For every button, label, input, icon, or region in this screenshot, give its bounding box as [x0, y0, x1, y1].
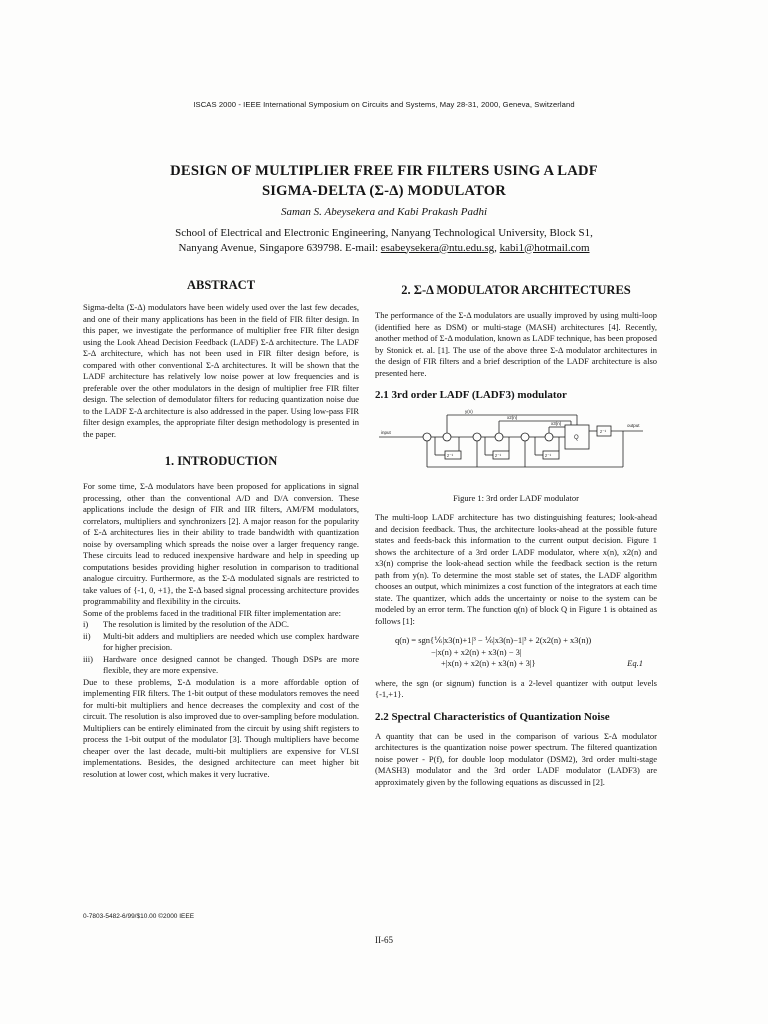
email-separator: ,	[494, 241, 500, 254]
equation-line-3-row	[395, 658, 657, 670]
equation-1	[375, 635, 657, 670]
equation-label: Eq.1	[627, 658, 643, 668]
list-item	[83, 619, 359, 631]
z-inverse-label: z⁻¹	[495, 453, 502, 458]
intro-paragraph-1: For some time, Σ-Δ modulators have been proposed for applications in signal processing, other than the conventional A/D and D/A conversion. These applications include the design of FIR and IIR filters, AM/FM modulators, correlators, multipliers and synchronizers [2]. A major reason for the popularity of Σ-Δ architectures lies in their ability to trade bandwidth with quantization noise by oversampling which spreads the noise over a larger frequency range. These circuits lead to reduced inexpensive hardware and help in speeding up computations besides providing higher resolution in comparison to traditional analogue circuitry. Furthermore, as the Σ-Δ modulated signals are restricted to take values of {-1, 0, +1}, the Σ-Δ based signal processing architecture provides programmability and flexibility in the circuits.	[83, 481, 359, 606]
summing-node	[443, 433, 451, 441]
ladf-block-diagram	[375, 407, 657, 479]
z-inverse-label: z⁻¹	[545, 453, 552, 458]
equation-line-3: +|x(n) + x2(n) + x3(n) + 3|}	[441, 658, 536, 668]
input-label: input	[381, 430, 391, 435]
summing-node	[423, 433, 431, 441]
x2-n-label: x2(n)	[507, 415, 518, 420]
problem-list	[83, 619, 359, 677]
output-label: output	[627, 423, 640, 428]
abstract-text: Sigma-delta (Σ-Δ) modulators have been widely used over the last few decades, and one of their many applications has been in the field of FIR filter design. In this paper, we investigate the performance of multiplier free FIR filter design using the Look Ahead Decision Feedback (LADF) Σ-Δ architecture. The LADF Σ-Δ architecture, which has not been used in FIR filter design before, is compared with other conventional Σ-Δ architectures. It will be shown that the LADF architecture has relatively low noise power at low frequencies and is preferable over the other modulators in the design of multiplier free FIR filter design. The selection of demodulator filters for reducing quantization noise due to the LADF Σ-Δ architecture is also addressed in the paper. Using low-pass FIR filter design examples, the appropriate filter design methodology is presented in the paper.	[83, 302, 359, 439]
section-2-paragraph-3: where, the sgn (or signum) function is a 2-level quantizer with output levels {-1,+1}.	[375, 677, 657, 699]
equation-line-2: −|x(n) + x2(n) + x3(n) − 3|	[431, 646, 522, 657]
left-column	[83, 278, 359, 780]
affiliation	[60, 226, 708, 255]
summing-node	[473, 433, 481, 441]
list-number: ii)	[83, 630, 91, 641]
list-number: iii)	[83, 653, 93, 664]
title-line-1: DESIGN OF MULTIPLIER FREE FIR FILTERS USING A LADF	[170, 163, 598, 179]
summing-node	[545, 433, 553, 441]
z-inverse-label: z⁻¹	[600, 429, 607, 434]
list-text: The resolution is limited by the resolution of the ADC.	[103, 619, 290, 629]
list-text: Hardware once designed cannot be changed. Though DSPs are more flexible, they are more expensive.	[103, 653, 359, 675]
subsection-2-2-heading: 2.2 Spectral Characteristics of Quantization Noise	[375, 710, 610, 723]
introduction-heading: 1. INTRODUCTION	[164, 454, 278, 468]
list-text: Multi-bit adders and multipliers are needed which use complex hardware for higher precision.	[103, 630, 359, 652]
copyright-footer: 0-7803-5482-6/99/$10.00 ©2000 IEEE	[83, 913, 195, 920]
authors: Saman S. Abeysekera and Kabi Prakash Padhi	[280, 206, 488, 218]
title-line-2: SIGMA-DELTA (Σ-Δ) MODULATOR	[261, 183, 507, 199]
list-number: i)	[83, 619, 89, 629]
affiliation-prefix: Nanyang Avenue, Singapore 639798. E-mail:	[178, 241, 381, 254]
section-2-paragraph-1: The performance of the Σ-Δ modulators are usually improved by using multi-loop (identified here as DSM) or multi-stage (MASH) architectures [4]. Recently, another method of Σ-Δ modulation, known as LADF technique, has been proposed by Stonick et. al. [1]. The use of the above three Σ-Δ modulator architectures in the design of FIR filters and a brief description of the LADF architecture is also presented here.	[375, 310, 657, 378]
paper-title	[60, 161, 708, 201]
intro-paragraph-2: Some of the problems faced in the traditional FIR filter implementation are:	[83, 607, 341, 618]
email-link-1[interactable]: esabeysekera@ntu.edu.sg	[380, 241, 495, 254]
summing-node	[521, 433, 529, 441]
conference-header: ISCAS 2000 - IEEE International Symposium on Circuits and Systems, May 28-31, 2000, Geneva, Switzerland	[193, 100, 575, 109]
list-item	[83, 654, 359, 677]
intro-paragraph-3: Due to these problems, Σ-Δ modulation is a more affordable option of implementing FIR filters. The 1-bit output of these modulators removes the need for multi-bit multipliers and hence decreases the complexity and cost of the circuit. The resolution is also improved due to over-sampling before modulation. Multipliers can be entirely eliminated from the circuit by using shift registers to process the 1-bit output of the modulator [3]. Though multipliers have become cheaper over the last decade, multi-bit multipliers are expensive for VLSI implementations. Besides, the designed architecture can meet higher bit resolution at lower cost, which makes it very lucrative.	[83, 676, 359, 779]
figure-1-caption: Figure 1: 3rd order LADF modulator	[453, 493, 579, 503]
page-number: II-65	[375, 935, 393, 945]
email-link-2[interactable]: kabi1@hotmail.com	[499, 241, 590, 254]
quantizer-label: Q	[574, 435, 579, 441]
right-column	[375, 283, 657, 788]
summing-node	[495, 433, 503, 441]
abstract-heading: ABSTRACT	[186, 278, 256, 292]
affiliation-line-2	[60, 241, 708, 256]
subsection-2-1-heading: 2.1 3rd order LADF (LADF3) modulator	[375, 389, 567, 401]
section-2-heading: 2. Σ-Δ MODULATOR ARCHITECTURES	[401, 283, 631, 297]
affiliation-line-1: School of Electrical and Electronic Engineering, Nanyang Technological University, Block S1,	[175, 227, 593, 239]
z-inverse-label: z⁻¹	[447, 453, 454, 458]
section-2-paragraph-2: The multi-loop LADF architecture has two distinguishing features; look-ahead and decision feedback. Thus, the architecture looks-ahead at the possible future states and feeds-back this information to the current output decision. Figure 1 shows the architecture of a 3rd order LADF modulator, where x(n), x2(n) and x3(n) comprise the look-ahead section while the feedback section is the return path from y(n). To determine the most stable set of states, the LADF algorithm chooses an output, which minimizes a cost function of the integrators at each time state. The quantizer, which adds the uncertainty or noise to the system can be modeled by an error term. The function q(n) of block Q in Figure 1 is obtained as follows [1]:	[375, 512, 657, 626]
x3-n-label: x3(n)	[551, 421, 562, 426]
y-n-label: y(n)	[465, 409, 473, 414]
list-item	[83, 631, 359, 654]
equation-line-1: q(n) = sgn{⅙|x3(n)+1|³ − ⅙|x3(n)−1|³ + 2(x2(n) + x3(n))	[395, 635, 592, 645]
section-2-paragraph-4: A quantity that can be used in the comparison of various Σ-Δ modulator architectures is the quantization noise power spectrum. The filtered quantization noise power - P(f), for double loop modulator (DSM2), 3rd order multi-stage (MASH3) modulator and the 3rd order LADF modulator (LADF3) are approximately given by the following equations as discussed in [2].	[375, 730, 657, 787]
